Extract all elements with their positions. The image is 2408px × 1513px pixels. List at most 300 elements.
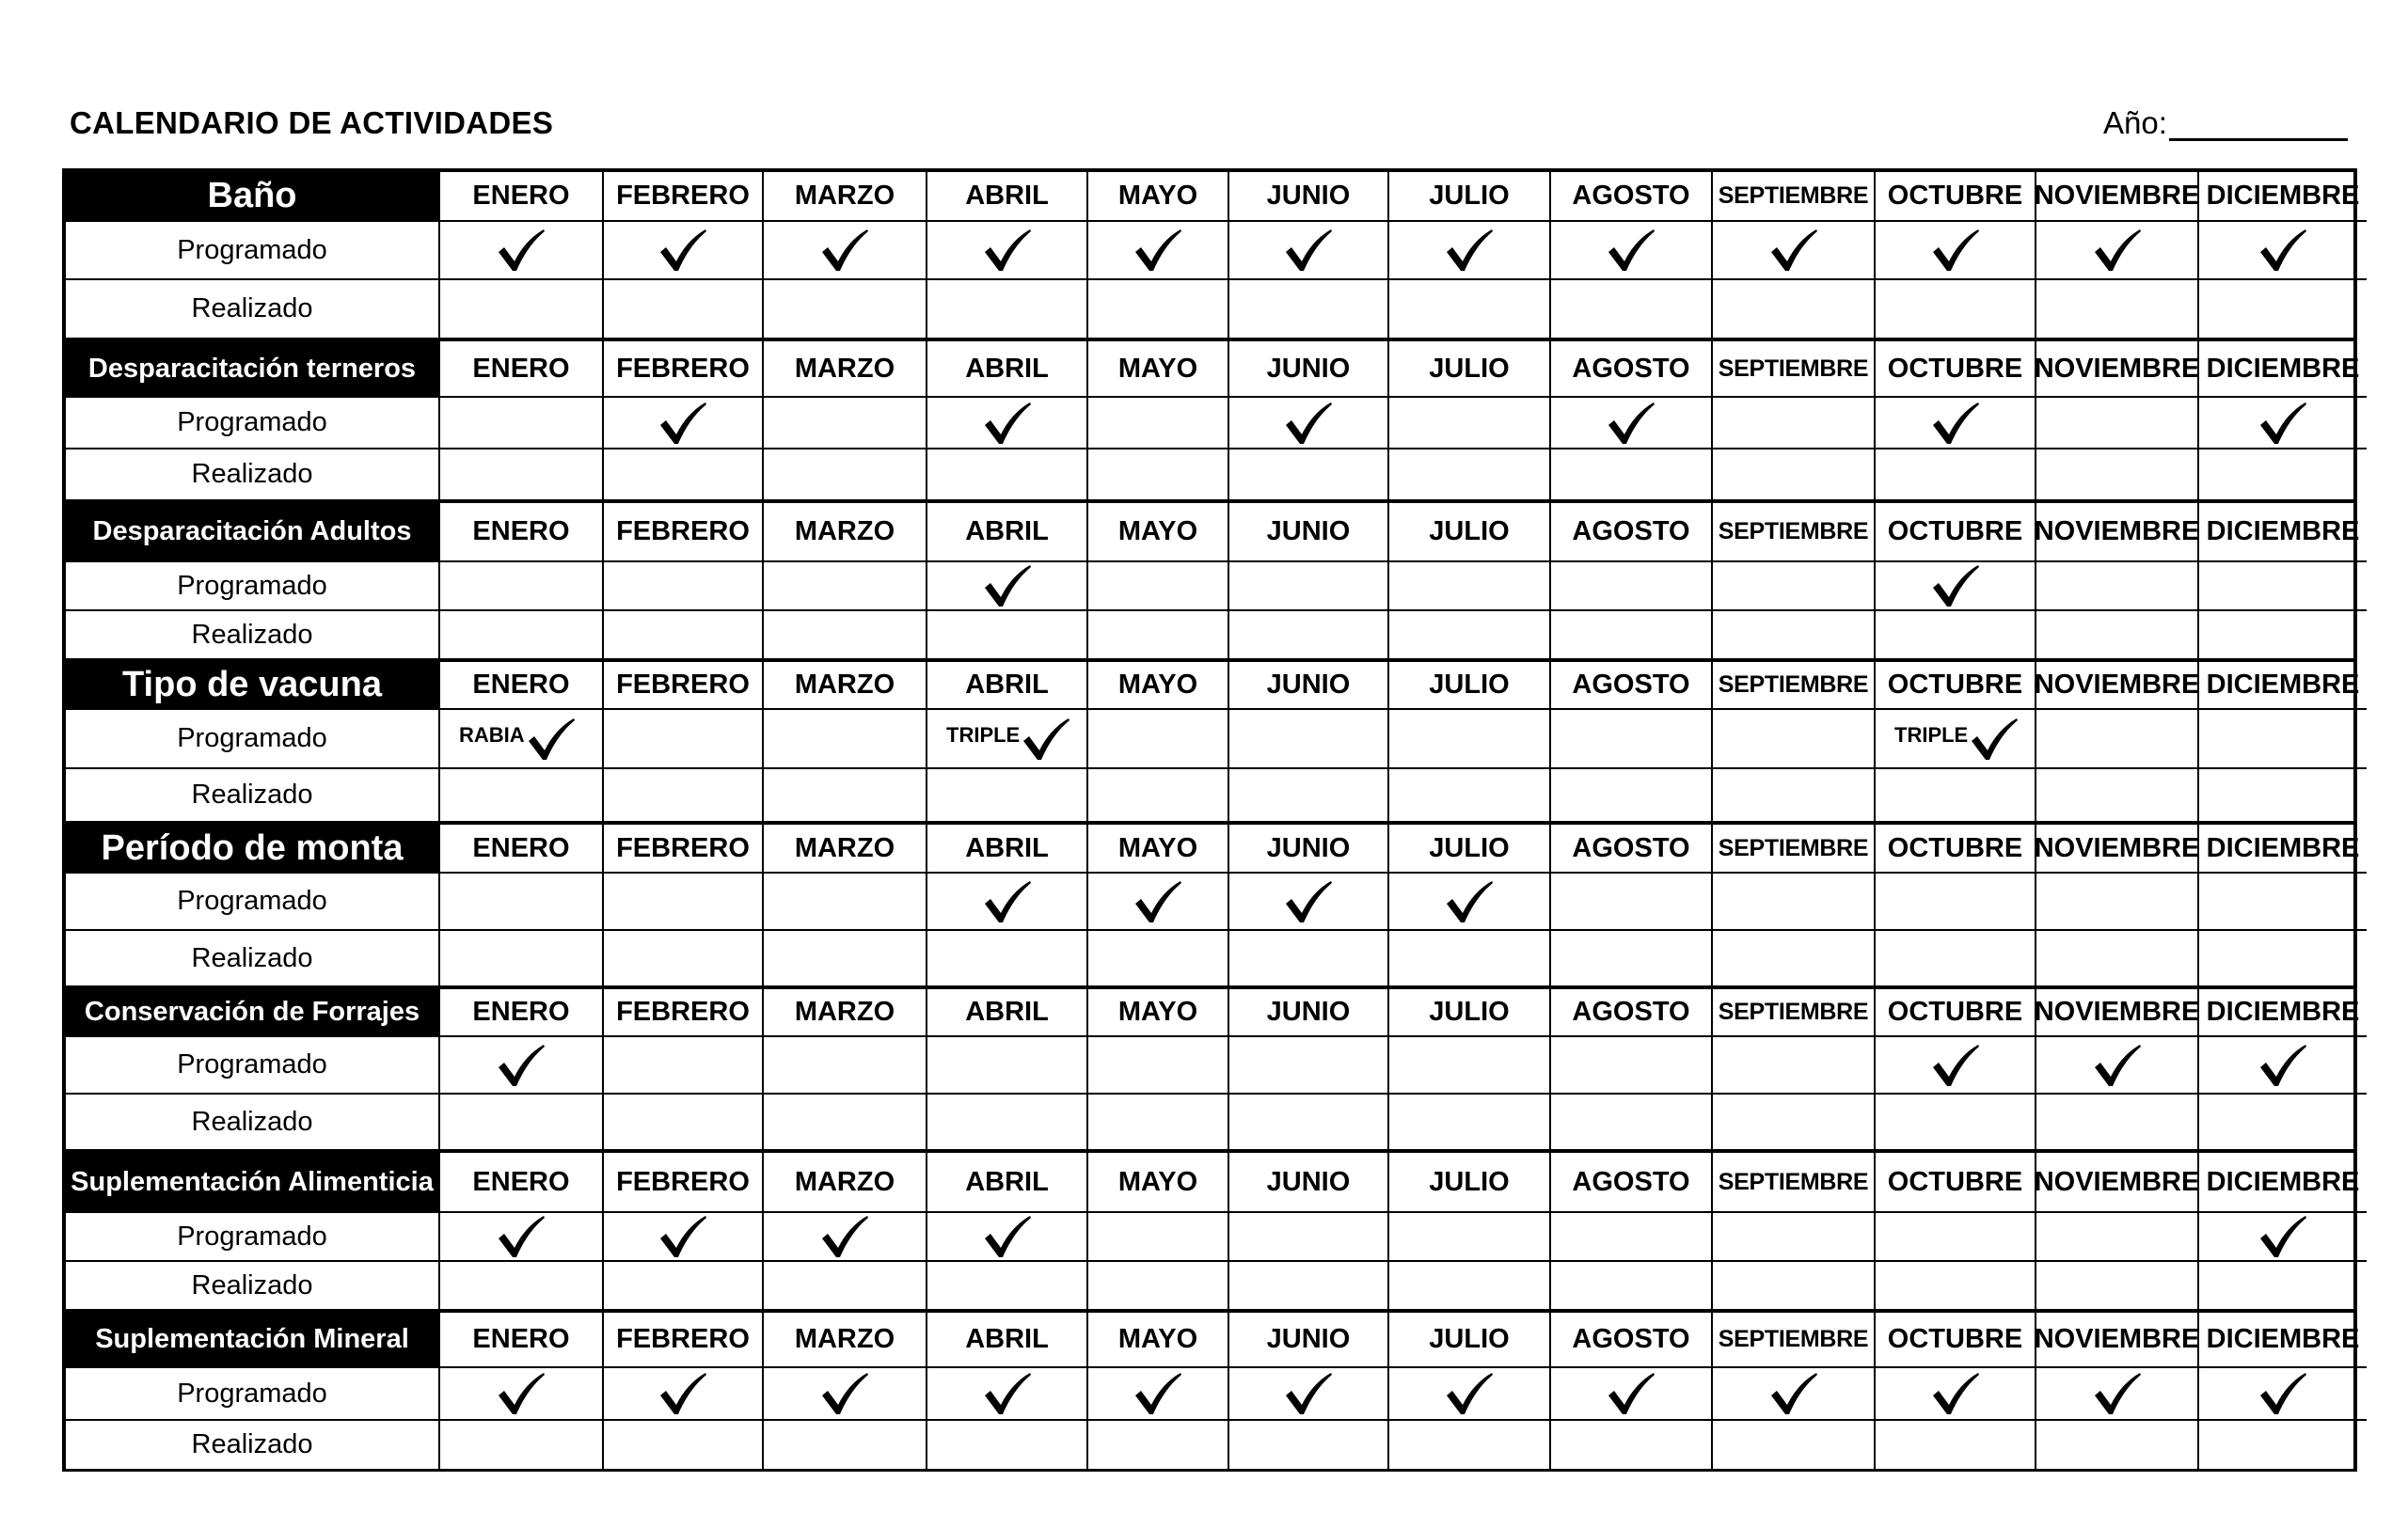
month-header: ENERO — [440, 825, 604, 874]
done-cell[interactable] — [1876, 280, 2036, 338]
month-header: NOVIEMBRE — [2036, 825, 2199, 874]
done-cell[interactable] — [1713, 769, 1876, 821]
programmed-cell[interactable] — [2036, 222, 2199, 280]
done-cell[interactable] — [927, 931, 1088, 985]
programmed-cell[interactable] — [1551, 1037, 1713, 1095]
done-cell[interactable] — [440, 769, 604, 821]
month-header: DICIEMBRE — [2199, 825, 2367, 874]
month-header: ABRIL — [927, 1313, 1088, 1368]
checkmark-icon — [820, 1214, 869, 1259]
done-cell[interactable] — [2036, 449, 2199, 499]
month-header: DICIEMBRE — [2199, 1153, 2367, 1213]
month-header: OCTUBRE — [1876, 172, 2036, 222]
programmed-cell[interactable] — [2036, 1368, 2199, 1421]
done-cell[interactable] — [1713, 280, 1876, 338]
done-cell[interactable] — [1876, 1095, 2036, 1149]
programmed-cell[interactable] — [1389, 874, 1551, 931]
programmed-cell[interactable] — [2036, 710, 2199, 769]
programmed-label: Programado — [66, 398, 440, 449]
month-header: DICIEMBRE — [2199, 989, 2367, 1037]
month-header: SEPTIEMBRE — [1713, 989, 1876, 1037]
done-cell[interactable] — [1229, 931, 1389, 985]
section-tipo-de-vacuna — [66, 658, 2360, 821]
month-header: MARZO — [764, 341, 927, 398]
month-header: OCTUBRE — [1876, 989, 2036, 1037]
done-cell[interactable] — [2199, 1262, 2367, 1309]
month-header: MARZO — [764, 172, 927, 222]
programmed-cell[interactable] — [1088, 874, 1229, 931]
done-cell[interactable] — [1389, 769, 1551, 821]
month-header: NOVIEMBRE — [2036, 1313, 2199, 1368]
month-header: NOVIEMBRE — [2036, 341, 2199, 398]
month-header: OCTUBRE — [1876, 341, 2036, 398]
programmed-cell[interactable] — [927, 1213, 1088, 1262]
programmed-cell[interactable] — [1088, 562, 1229, 611]
done-cell[interactable] — [764, 769, 927, 821]
done-cell[interactable] — [1389, 280, 1551, 338]
done-cell[interactable] — [604, 280, 764, 338]
done-cell[interactable] — [2199, 611, 2367, 658]
month-header: AGOSTO — [1551, 1313, 1713, 1368]
checkmark-icon — [2093, 1371, 2142, 1416]
programmed-cell[interactable] — [440, 562, 604, 611]
programmed-cell[interactable] — [1389, 1213, 1551, 1262]
done-cell[interactable] — [764, 1421, 927, 1469]
programmed-cell[interactable] — [1389, 562, 1551, 611]
done-cell[interactable] — [1551, 449, 1713, 499]
checkmark-icon — [1607, 401, 1656, 446]
done-cell[interactable] — [1876, 449, 2036, 499]
programmed-cell[interactable] — [764, 874, 927, 931]
month-header: MARZO — [764, 989, 927, 1037]
done-cell[interactable] — [1876, 931, 2036, 985]
programmed-cell[interactable] — [1713, 222, 1876, 280]
done-cell[interactable] — [2199, 280, 2367, 338]
programmed-cell[interactable] — [2036, 398, 2199, 449]
programmed-cell[interactable] — [1088, 222, 1229, 280]
done-cell[interactable] — [764, 280, 927, 338]
checkmark-icon — [983, 879, 1032, 924]
done-cell[interactable] — [1229, 611, 1389, 658]
done-cell[interactable] — [2199, 1095, 2367, 1149]
month-header: JULIO — [1389, 503, 1551, 562]
checkmark-icon — [1133, 1371, 1182, 1416]
month-header: SEPTIEMBRE — [1713, 1153, 1876, 1213]
done-cell[interactable] — [2199, 449, 2367, 499]
programmed-cell[interactable] — [2036, 562, 2199, 611]
programmed-cell[interactable] — [604, 874, 764, 931]
programmed-cell[interactable] — [1876, 398, 2036, 449]
done-label: Realizado — [66, 931, 440, 985]
programmed-cell[interactable] — [604, 562, 764, 611]
done-cell[interactable] — [764, 611, 927, 658]
done-cell[interactable] — [1229, 280, 1389, 338]
month-header: JULIO — [1389, 1313, 1551, 1368]
programmed-cell[interactable] — [764, 710, 927, 769]
programmed-cell[interactable] — [440, 398, 604, 449]
programmed-cell[interactable] — [2199, 874, 2367, 931]
checkmark-icon — [983, 1214, 1032, 1259]
programmed-cell[interactable] — [1088, 710, 1229, 769]
done-cell[interactable] — [1713, 1421, 1876, 1469]
section-title: Conservación de Forrajes — [66, 989, 440, 1037]
month-header: SEPTIEMBRE — [1713, 172, 1876, 222]
programmed-cell[interactable] — [2036, 1213, 2199, 1262]
programmed-cell[interactable] — [1713, 1368, 1876, 1421]
done-cell[interactable] — [1088, 611, 1229, 658]
month-header: JUNIO — [1229, 1313, 1389, 1368]
month-header: ABRIL — [927, 503, 1088, 562]
done-cell[interactable] — [764, 1095, 927, 1149]
checkmark-icon — [497, 228, 546, 273]
checkmark-icon — [658, 401, 707, 446]
programmed-cell[interactable] — [1713, 398, 1876, 449]
programmed-cell[interactable] — [440, 1368, 604, 1421]
checkmark-icon — [1022, 717, 1070, 762]
month-header: JUNIO — [1229, 662, 1389, 710]
programmed-cell[interactable] — [1229, 710, 1389, 769]
programmed-cell[interactable] — [764, 562, 927, 611]
done-cell[interactable] — [927, 280, 1088, 338]
programmed-cell[interactable] — [1088, 1037, 1229, 1095]
done-label: Realizado — [66, 280, 440, 338]
done-cell[interactable] — [1876, 1421, 2036, 1469]
done-cell[interactable] — [1551, 1262, 1713, 1309]
done-cell[interactable] — [1229, 1421, 1389, 1469]
done-cell[interactable] — [1088, 280, 1229, 338]
checkmark-icon — [2258, 401, 2307, 446]
done-cell[interactable] — [604, 1421, 764, 1469]
done-cell[interactable] — [1088, 769, 1229, 821]
month-header: NOVIEMBRE — [2036, 503, 2199, 562]
done-cell[interactable] — [604, 1095, 764, 1149]
done-cell[interactable] — [2036, 1421, 2199, 1469]
programmed-cell[interactable] — [604, 222, 764, 280]
done-cell[interactable] — [2036, 280, 2199, 338]
programmed-cell[interactable] — [440, 222, 604, 280]
section-title: Baño — [66, 172, 440, 222]
programmed-cell[interactable] — [440, 710, 604, 769]
done-cell[interactable] — [1088, 1262, 1229, 1309]
done-cell[interactable] — [440, 1421, 604, 1469]
done-cell[interactable] — [1088, 1421, 1229, 1469]
section-desparacitacion-terneros — [66, 338, 2360, 499]
programmed-cell[interactable] — [927, 874, 1088, 931]
done-cell[interactable] — [604, 449, 764, 499]
section-conservacion-de-forrajes — [66, 985, 2360, 1149]
programmed-cell[interactable] — [1389, 710, 1551, 769]
month-header: ABRIL — [927, 989, 1088, 1037]
done-cell[interactable] — [1088, 1095, 1229, 1149]
programmed-cell[interactable] — [1551, 1368, 1713, 1421]
programmed-cell[interactable] — [1876, 222, 2036, 280]
done-cell[interactable] — [2199, 1421, 2367, 1469]
checkmark-icon — [1284, 1371, 1333, 1416]
vaccine-type-label: RABIA — [459, 722, 525, 747]
programmed-cell[interactable] — [1713, 710, 1876, 769]
done-cell[interactable] — [1088, 931, 1229, 985]
checkmark-icon — [983, 228, 1032, 273]
programmed-label: Programado — [66, 222, 440, 280]
month-header: MARZO — [764, 662, 927, 710]
month-header: SEPTIEMBRE — [1713, 341, 1876, 398]
programmed-cell[interactable] — [2199, 398, 2367, 449]
done-cell[interactable] — [2036, 769, 2199, 821]
checkmark-icon — [497, 1043, 546, 1088]
done-cell[interactable] — [927, 769, 1088, 821]
month-header: OCTUBRE — [1876, 825, 2036, 874]
month-header: DICIEMBRE — [2199, 172, 2367, 222]
programmed-cell[interactable] — [1876, 874, 2036, 931]
done-cell[interactable] — [604, 931, 764, 985]
done-cell[interactable] — [927, 611, 1088, 658]
done-cell[interactable] — [2036, 1095, 2199, 1149]
programmed-cell[interactable] — [764, 1213, 927, 1262]
programmed-label: Programado — [66, 1368, 440, 1421]
checkmark-icon — [820, 228, 869, 273]
month-header: JUNIO — [1229, 503, 1389, 562]
done-cell[interactable] — [1551, 280, 1713, 338]
checkmark-icon — [1445, 1371, 1494, 1416]
programmed-cell[interactable] — [764, 1037, 927, 1095]
checkmark-icon — [1931, 1043, 1980, 1088]
done-cell[interactable] — [604, 611, 764, 658]
programmed-cell[interactable] — [2199, 710, 2367, 769]
programmed-cell[interactable] — [1551, 398, 1713, 449]
checkmark-icon — [658, 1214, 707, 1259]
done-cell[interactable] — [927, 1421, 1088, 1469]
done-cell[interactable] — [1876, 769, 2036, 821]
month-header: JULIO — [1389, 989, 1551, 1037]
month-header: JULIO — [1389, 172, 1551, 222]
programmed-cell[interactable] — [927, 562, 1088, 611]
done-cell[interactable] — [440, 1095, 604, 1149]
month-header: MAYO — [1088, 172, 1229, 222]
programmed-cell[interactable] — [1229, 874, 1389, 931]
checkmark-icon — [1769, 228, 1818, 273]
programmed-cell[interactable] — [1088, 398, 1229, 449]
programmed-cell[interactable] — [1389, 222, 1551, 280]
done-cell[interactable] — [1551, 1421, 1713, 1469]
done-cell[interactable] — [764, 931, 927, 985]
programmed-cell[interactable] — [1876, 1213, 2036, 1262]
programmed-cell[interactable] — [1713, 1037, 1876, 1095]
done-cell[interactable] — [1389, 1095, 1551, 1149]
done-cell[interactable] — [604, 1262, 764, 1309]
month-header: MAYO — [1088, 1153, 1229, 1213]
month-header: MARZO — [764, 825, 927, 874]
month-header: FEBRERO — [604, 662, 764, 710]
programmed-cell[interactable] — [927, 398, 1088, 449]
done-cell[interactable] — [1551, 769, 1713, 821]
month-header: MARZO — [764, 1153, 927, 1213]
done-cell[interactable] — [1713, 449, 1876, 499]
programmed-cell[interactable] — [1551, 874, 1713, 931]
section-title: Desparacitación terneros — [66, 341, 440, 398]
done-cell[interactable] — [440, 1262, 604, 1309]
month-header: FEBRERO — [604, 1153, 764, 1213]
programmed-cell[interactable] — [1551, 222, 1713, 280]
done-cell[interactable] — [927, 449, 1088, 499]
done-cell[interactable] — [1389, 611, 1551, 658]
programmed-cell[interactable] — [1551, 562, 1713, 611]
done-cell[interactable] — [2036, 931, 2199, 985]
programmed-cell[interactable] — [1551, 710, 1713, 769]
programmed-cell[interactable] — [2199, 562, 2367, 611]
month-header: OCTUBRE — [1876, 503, 2036, 562]
checkmark-icon — [1607, 228, 1656, 273]
programmed-cell[interactable] — [440, 1213, 604, 1262]
programmed-cell[interactable] — [1389, 1037, 1551, 1095]
done-cell[interactable] — [1713, 1262, 1876, 1309]
done-cell[interactable] — [927, 1095, 1088, 1149]
programmed-cell[interactable] — [440, 874, 604, 931]
month-header: AGOSTO — [1551, 503, 1713, 562]
month-header: FEBRERO — [604, 989, 764, 1037]
programmed-cell[interactable] — [2199, 1037, 2367, 1095]
month-header: ENERO — [440, 341, 604, 398]
checkmark-icon — [1931, 1371, 1980, 1416]
month-header: DICIEMBRE — [2199, 503, 2367, 562]
done-cell[interactable] — [2199, 931, 2367, 985]
programmed-cell[interactable] — [1713, 874, 1876, 931]
programmed-cell[interactable] — [1876, 1368, 2036, 1421]
programmed-cell[interactable] — [1088, 1368, 1229, 1421]
checkmark-icon — [1133, 228, 1182, 273]
done-cell[interactable] — [1389, 931, 1551, 985]
programmed-cell[interactable] — [1713, 1213, 1876, 1262]
done-cell[interactable] — [440, 280, 604, 338]
done-cell[interactable] — [1713, 611, 1876, 658]
programmed-cell[interactable] — [764, 1368, 927, 1421]
done-cell[interactable] — [764, 449, 927, 499]
programmed-cell[interactable] — [2199, 222, 2367, 280]
programmed-cell[interactable] — [927, 222, 1088, 280]
programmed-cell[interactable] — [1229, 1037, 1389, 1095]
programmed-cell[interactable] — [2199, 1213, 2367, 1262]
done-cell[interactable] — [1229, 1095, 1389, 1149]
programmed-cell[interactable] — [1876, 562, 2036, 611]
done-cell[interactable] — [1389, 449, 1551, 499]
programmed-cell[interactable] — [1088, 1213, 1229, 1262]
done-cell[interactable] — [1713, 1095, 1876, 1149]
month-header: ENERO — [440, 1313, 604, 1368]
programmed-label: Programado — [66, 1037, 440, 1095]
done-cell[interactable] — [1551, 1095, 1713, 1149]
programmed-cell[interactable] — [604, 398, 764, 449]
month-header: JULIO — [1389, 1153, 1551, 1213]
programmed-cell[interactable] — [1229, 398, 1389, 449]
programmed-cell[interactable] — [604, 1213, 764, 1262]
checkmark-icon — [983, 401, 1032, 446]
done-cell[interactable] — [927, 1262, 1088, 1309]
month-header: SEPTIEMBRE — [1713, 662, 1876, 710]
checkmark-icon — [820, 1371, 869, 1416]
checkmark-icon — [1931, 563, 1980, 608]
programmed-cell[interactable] — [2036, 1037, 2199, 1095]
month-header: OCTUBRE — [1876, 1153, 2036, 1213]
section-periodo-de-monta — [66, 821, 2360, 985]
done-cell[interactable] — [1876, 1262, 2036, 1309]
programmed-cell[interactable] — [2199, 1368, 2367, 1421]
month-header: NOVIEMBRE — [2036, 172, 2199, 222]
month-header: AGOSTO — [1551, 825, 1713, 874]
month-header: SEPTIEMBRE — [1713, 503, 1876, 562]
done-cell[interactable] — [1229, 1262, 1389, 1309]
programmed-cell[interactable] — [1229, 1368, 1389, 1421]
programmed-cell[interactable] — [927, 1037, 1088, 1095]
done-cell[interactable] — [2036, 1262, 2199, 1309]
section-desparacitacion-adultos — [66, 499, 2360, 658]
programmed-cell[interactable] — [2036, 874, 2199, 931]
checkmark-icon — [497, 1214, 546, 1259]
done-cell[interactable] — [440, 449, 604, 499]
checkmark-icon — [2258, 1214, 2307, 1259]
done-cell[interactable] — [764, 1262, 927, 1309]
vaccine-type-label: TRIPLE — [1894, 722, 1969, 747]
programmed-cell[interactable] — [1713, 562, 1876, 611]
month-header: NOVIEMBRE — [2036, 989, 2199, 1037]
done-cell[interactable] — [2199, 769, 2367, 821]
done-cell[interactable] — [604, 769, 764, 821]
section-title: Desparacitación Adultos — [66, 503, 440, 562]
month-header: NOVIEMBRE — [2036, 1153, 2199, 1213]
checkmark-icon — [658, 1371, 707, 1416]
done-cell[interactable] — [1389, 1421, 1551, 1469]
done-cell[interactable] — [1551, 611, 1713, 658]
done-cell[interactable] — [440, 611, 604, 658]
programmed-cell[interactable] — [604, 1037, 764, 1095]
month-header: JULIO — [1389, 825, 1551, 874]
year-label: Año: — [2103, 105, 2167, 140]
programmed-cell[interactable] — [1876, 710, 2036, 769]
done-cell[interactable] — [2036, 611, 2199, 658]
programmed-cell[interactable] — [764, 222, 927, 280]
programmed-cell[interactable] — [764, 398, 927, 449]
month-header: ABRIL — [927, 172, 1088, 222]
programmed-cell[interactable] — [1389, 1368, 1551, 1421]
done-cell[interactable] — [1876, 611, 2036, 658]
year-input-line[interactable] — [2169, 108, 2348, 141]
month-header: SEPTIEMBRE — [1713, 825, 1876, 874]
programmed-cell[interactable] — [1229, 562, 1389, 611]
done-cell[interactable] — [1713, 931, 1876, 985]
page-title: CALENDARIO DE ACTIVIDADES — [70, 105, 554, 140]
done-cell[interactable] — [440, 931, 604, 985]
year-field — [2103, 105, 2348, 141]
done-cell[interactable] — [1088, 449, 1229, 499]
programmed-cell[interactable] — [927, 710, 1088, 769]
programmed-cell[interactable] — [1389, 398, 1551, 449]
month-header: MAYO — [1088, 503, 1229, 562]
programmed-cell[interactable] — [1551, 1213, 1713, 1262]
done-cell[interactable] — [1389, 1262, 1551, 1309]
programmed-cell[interactable] — [1229, 222, 1389, 280]
programmed-cell[interactable] — [440, 1037, 604, 1095]
programmed-cell[interactable] — [927, 1368, 1088, 1421]
month-header: AGOSTO — [1551, 172, 1713, 222]
done-cell[interactable] — [1229, 449, 1389, 499]
checkmark-icon — [1931, 228, 1980, 273]
done-cell[interactable] — [1551, 931, 1713, 985]
programmed-cell[interactable] — [1229, 1213, 1389, 1262]
done-cell[interactable] — [1229, 769, 1389, 821]
month-header: AGOSTO — [1551, 1153, 1713, 1213]
programmed-cell[interactable] — [604, 710, 764, 769]
programmed-cell[interactable] — [604, 1368, 764, 1421]
programmed-cell[interactable] — [1876, 1037, 2036, 1095]
month-header: FEBRERO — [604, 825, 764, 874]
